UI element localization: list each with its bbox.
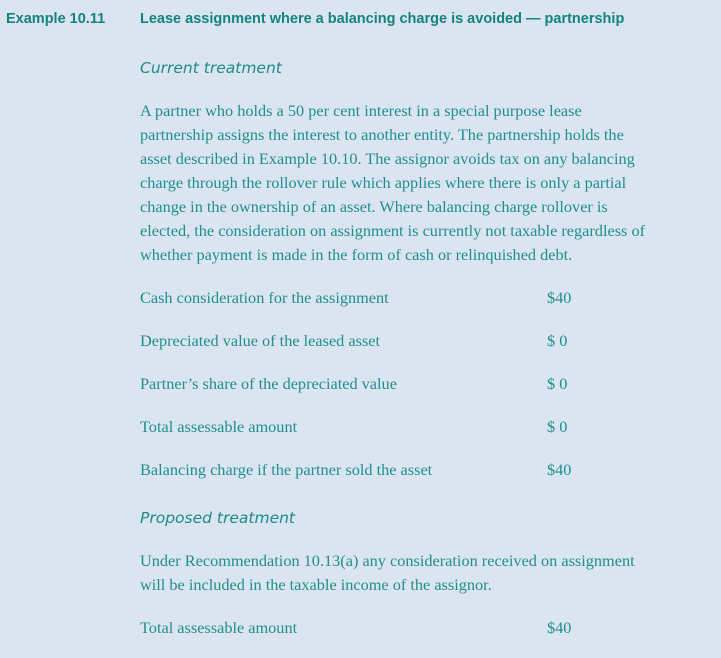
row-value: $40 bbox=[547, 288, 572, 307]
balancing-charge-row bbox=[140, 460, 580, 482]
proposed-total-assessable-row bbox=[140, 618, 580, 640]
proposed-treatment-paragraph bbox=[140, 549, 720, 597]
row-value: $40 bbox=[547, 618, 572, 637]
row-label: Total assessable amount bbox=[140, 618, 298, 637]
paragraph-line: partnership assigns the interest to another entity. The partnership holds the bbox=[140, 125, 624, 144]
paragraph-line: charge through the rollover rule which applies where there is only a partial bbox=[140, 173, 627, 192]
current-treatment-paragraph bbox=[140, 99, 720, 267]
partner-share-row bbox=[140, 374, 580, 396]
row-label: Depreciated value of the leased asset bbox=[140, 331, 381, 350]
proposed-treatment-heading: Proposed treatment bbox=[140, 509, 295, 527]
row-value: $ 0 bbox=[547, 331, 568, 350]
paragraph-line: A partner who holds a 50 per cent interest in a special purpose lease bbox=[140, 101, 582, 120]
paragraph-line: elected, the consideration on assignment is currently not taxable regardless of bbox=[140, 221, 646, 240]
paragraph-line: will be included in the taxable income of the assignor. bbox=[140, 575, 492, 594]
paragraph-line: change in the ownership of an asset. Where balancing charge rollover is bbox=[140, 197, 608, 216]
row-value: $40 bbox=[547, 460, 572, 479]
paragraph-line: whether payment is made in the form of cash or relinquished debt. bbox=[140, 245, 573, 264]
example-number: Example 10.11 bbox=[6, 11, 106, 27]
row-value: $ 0 bbox=[547, 417, 568, 436]
row-label: Total assessable amount bbox=[140, 417, 298, 436]
cash-consideration-row bbox=[140, 288, 580, 310]
total-assessable-row bbox=[140, 417, 580, 439]
row-label: Cash consideration for the assignment bbox=[140, 288, 389, 307]
row-label: Balancing charge if the partner sold the asset bbox=[140, 460, 433, 479]
row-label: Partner’s share of the depreciated value bbox=[140, 374, 397, 393]
paragraph-line: Under Recommendation 10.13(a) any consideration received on assignment bbox=[140, 551, 635, 570]
depreciated-value-row bbox=[140, 331, 580, 353]
current-treatment-heading: Current treatment bbox=[140, 59, 282, 77]
paragraph-line: asset described in Example 10.10. The assignor avoids tax on any balancing bbox=[140, 149, 635, 168]
example-title: Lease assignment where a balancing charge is avoided — partnership bbox=[140, 11, 625, 27]
row-value: $ 0 bbox=[547, 374, 568, 393]
